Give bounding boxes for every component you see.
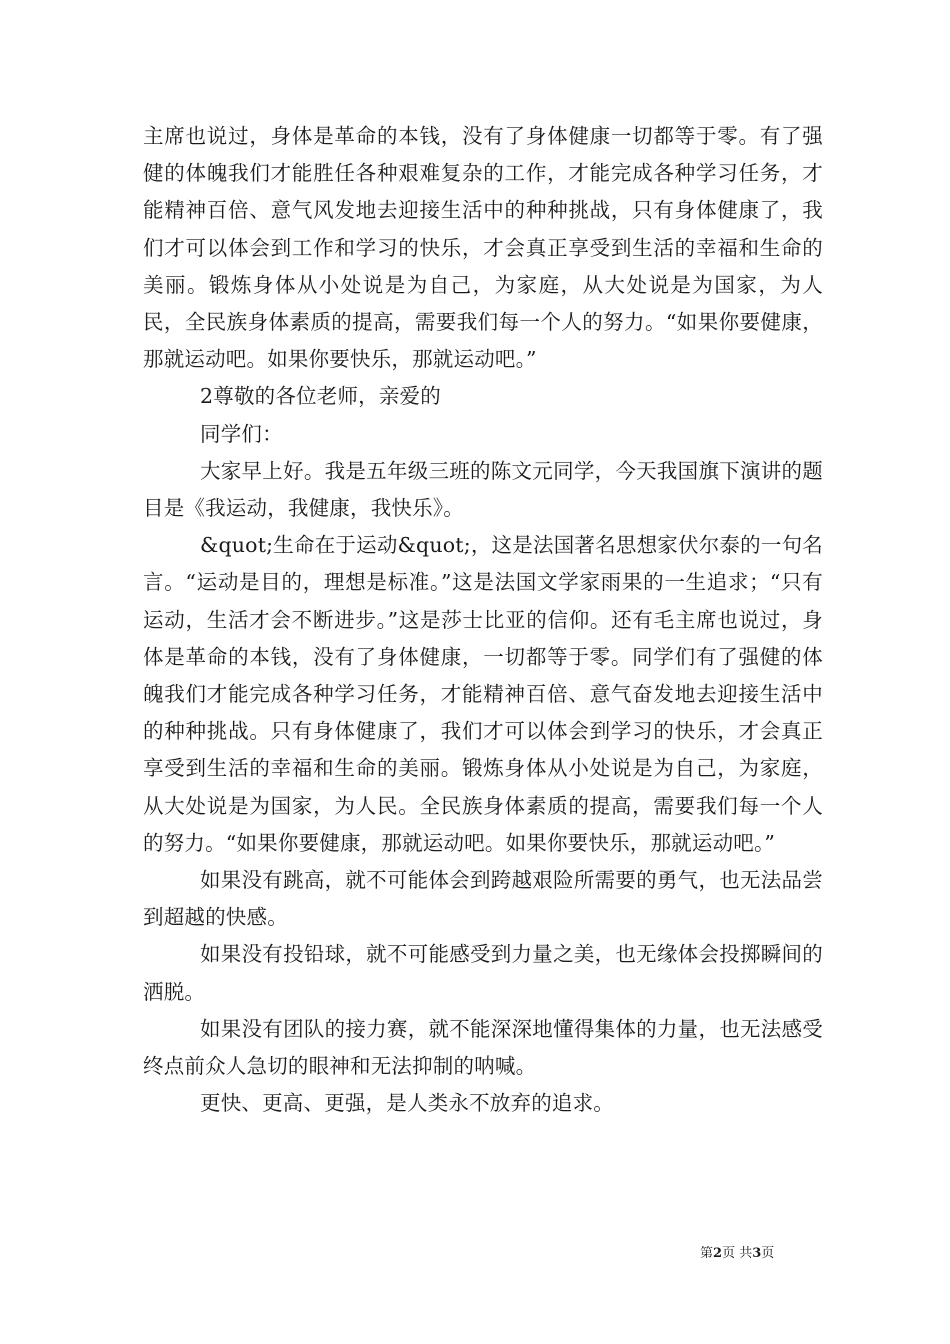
paragraph-salutation: 同学们： [200,421,283,446]
footer-current-page: 2 [713,1246,723,1261]
page-number-footer [700,1246,810,1262]
footer-middle: 页 共 [722,1246,753,1261]
paragraph-relay: 如果没有团队的接力赛，就不能深深地懂得集体的力量，也无法感受终点前众人急切的眼神和无法抑制的呐喊。 [143,1016,823,1079]
footer-prefix: 第 [700,1246,714,1261]
paragraph-quotes: &quot;生命在于运动&quot;，这是法国著名思想家伏尔泰的一句名言。“运动是目的，理想是标准。”这是法国文学家雨果的一生追求；“只有运动，生活才会不断进步。”这是莎士比亚的信仰。还有毛主席也说过，身体是革命的本钱，没有了身体健康，一切都等于零。同学们有了强健的体魄我们才能完成各种学习任务，才能精神百倍、意气奋发地去迎接生活中的种种挑战。只有身体健康了，我们才可以体会到学习的快乐，才会真正享受到生活的幸福和生命的美丽。锻炼身体从小处说是为自己，为家庭，从大处说是为国家，为人民。全民族身体素质的提高，需要我们每一个人的努力。“如果你要健康，那就运动吧。如果你要快乐，那就运动吧。” [143,533,823,855]
footer-suffix: 页 [761,1246,775,1261]
paragraph-heading-salutation: 2尊敬的各位老师，亲爱的 [200,384,441,409]
paragraph-continuation: 主席也说过，身体是革命的本钱，没有了身体健康一切都等于零。有了强健的体魄我们才能胜任各种艰难复杂的工作，才能完成各种学习任务，才能精神百倍、意气风发地去迎接生活中的种种挑战，只有身体健康了，我们才可以体会到工作和学习的快乐，才会真正享受到生活的幸福和生命的美丽。锻炼身体从小处说是为自己，为家庭，从大处说是为国家，为人民，全民族身体素质的提高，需要我们每一个人的努力。“如果你要健康，那就运动吧。如果你要快乐，那就运动吧。” [143,124,823,372]
paragraph-intro: 大家早上好。我是五年级三班的陈文元同学，今天我国旗下演讲的题目是《我运动，我健康，我快乐》。 [143,458,823,521]
footer-total-pages: 3 [752,1246,762,1261]
paragraph-olympic-motto: 更快、更高、更强，是人类永不放弃的追求。 [200,1091,614,1116]
paragraph-shot-put: 如果没有投铅球，就不可能感受到力量之美，也无缘体会投掷瞬间的洒脱。 [143,942,823,1004]
paragraph-high-jump: 如果没有跳高，就不可能体会到跨越艰险所需要的勇气，也无法品尝到超越的快感。 [143,868,823,930]
document-body [143,118,823,1122]
